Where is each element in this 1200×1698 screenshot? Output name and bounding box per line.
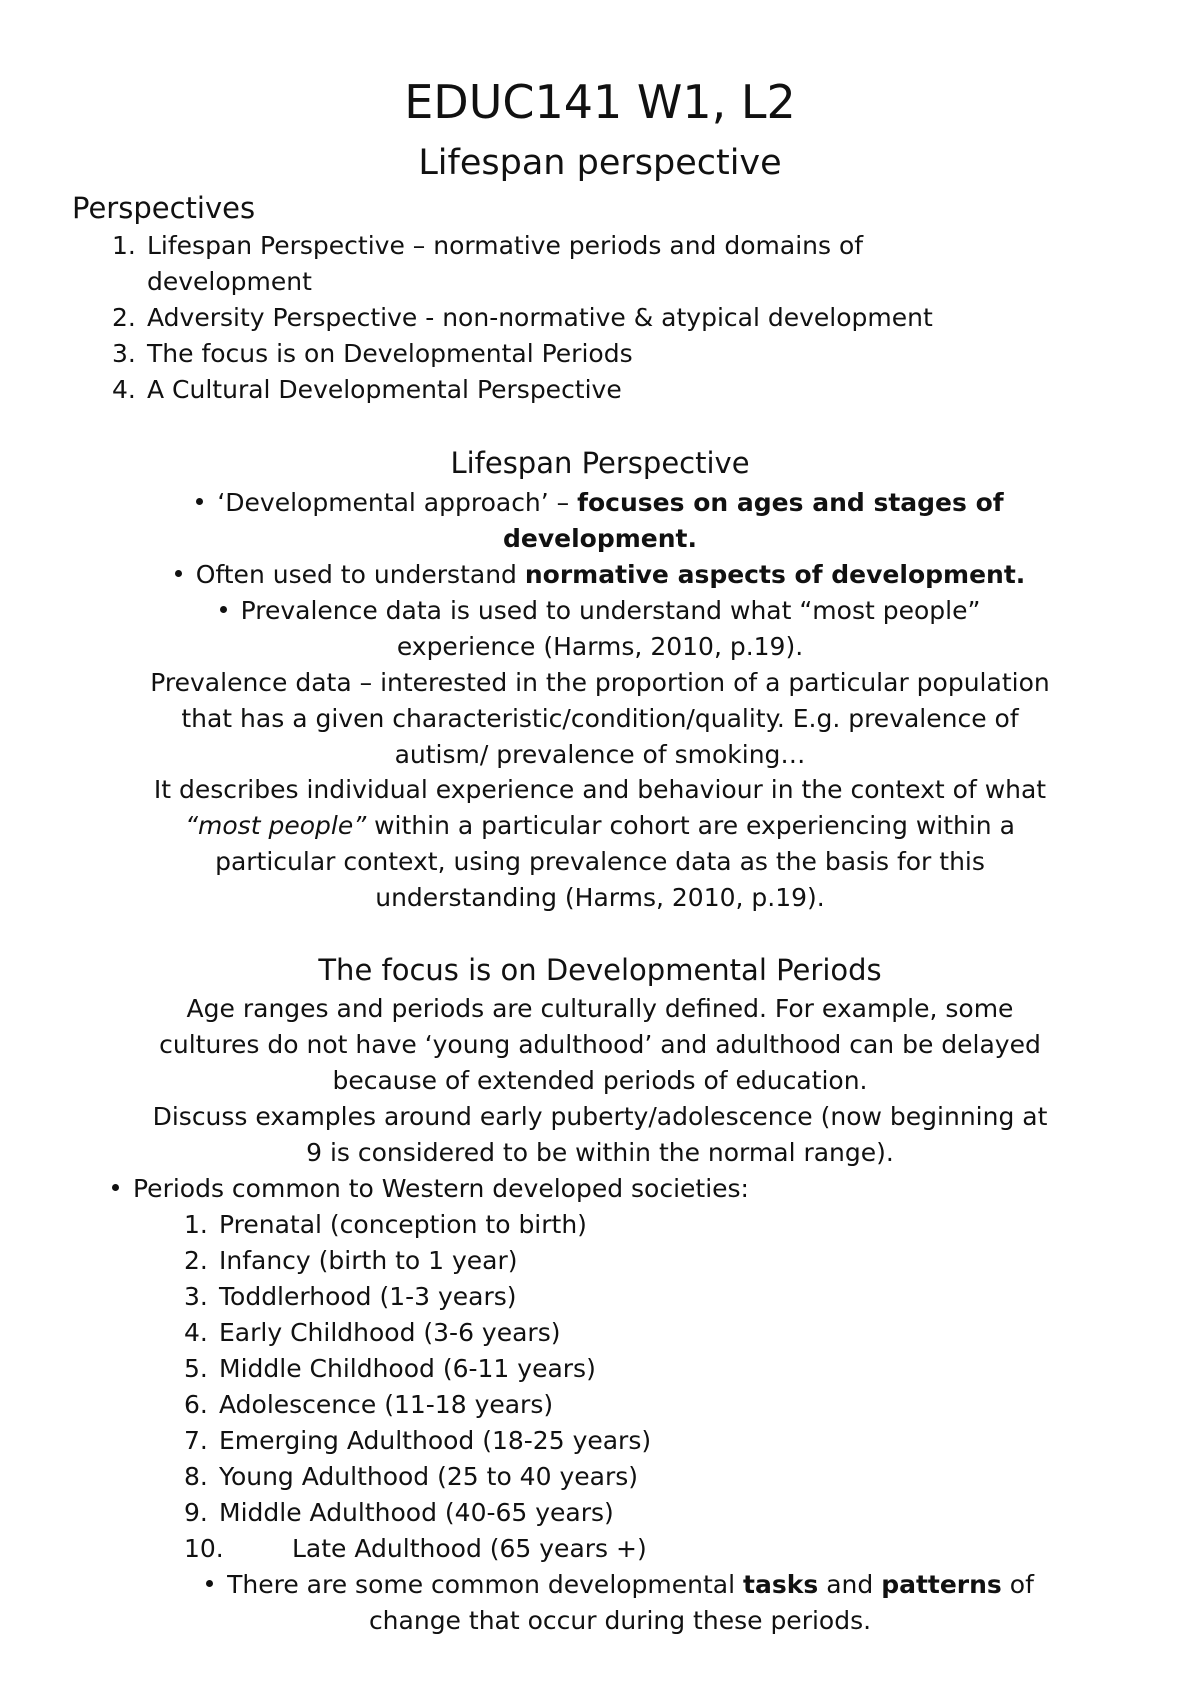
list-item: 3. Toddlerhood (1-3 years) [184,1282,517,1311]
bullet-icon [175,570,182,577]
perspectives-heading: Perspectives [72,191,256,225]
list-item: 4. Early Childhood (3-6 years) [184,1318,561,1347]
list-item-text: A Cultural Developmental Perspective [147,375,622,404]
lifespan-bullet-1: ‘Developmental approach’ – focuses on ages and stages of development. [100,485,1100,557]
lifespan-bullet-3: Prevalence data is used to understand what “most people” experience (Harms, 2010, p.19). [100,593,1100,665]
list-item [112,228,1112,300]
list-item: 9. Middle Adulthood (40-65 years) [184,1498,614,1527]
list-item: 10. Late Adulthood (65 years +) [184,1534,647,1563]
list-item-text: The focus is on Developmental Periods [147,339,633,368]
list-item-text: Adversity Perspective - non-normative & atypical development [147,303,933,332]
bullet-icon [206,1580,213,1587]
bullet-icon [112,1184,119,1191]
age-ranges-paragraph: Age ranges and periods are culturally defined. For example, some cultures do not have ‘young adulthood’ and adulthood can be delayed because of extended periods of education. [159,994,1041,1095]
list-item: 6. Adolescence (11-18 years) [184,1390,554,1419]
list-item: 7. Emerging Adulthood (18-25 years) [184,1426,652,1455]
periods-heading: The focus is on Developmental Periods [318,953,882,987]
list-item: 2. Infancy (birth to 1 year) [184,1246,518,1275]
tasks-patterns-bullet: There are some common developmental tasks and patterns of change that occur during these periods. [140,1567,1100,1639]
periods-bullet: Periods common to Western developed societies: [112,1171,749,1207]
describes-paragraph: It describes individual experience and behaviour in the context of what “most people” within a particular cohort are experiencing within a particular context, using prevalence data as the basis for this understanding (Harms, 2010, p.19). [153,775,1047,912]
list-number: 4. [112,375,136,404]
lifespan-bullet-2: Often used to understand normative aspects of development. [100,557,1100,593]
list-item [112,336,1112,372]
document-subtitle: Lifespan perspective [418,143,782,183]
list-number: 2. [112,303,136,332]
puberty-paragraph: Discuss examples around early puberty/adolescence (now beginning at 9 is considered to be within the normal range). [152,1102,1048,1167]
list-item-text: development [147,267,312,296]
list-item-text: Lifespan Perspective – normative periods and domains of [147,231,864,260]
bullet-icon [220,606,227,613]
bullet-icon [196,498,203,505]
document-title: EDUC141 W1, L2 [404,75,796,129]
lifespan-heading: Lifespan Perspective [450,446,750,480]
prevalence-paragraph: Prevalence data – interested in the proportion of a particular population that has a given characteristic/condition/quality. E.g. prevalence of autism/ prevalence of smoking… [150,668,1050,769]
list-item: 5. Middle Childhood (6-11 years) [184,1354,596,1383]
list-item: 8. Young Adulthood (25 to 40 years) [184,1462,638,1491]
list-item [112,300,1112,336]
list-number: 1. [112,231,136,260]
periods-list [184,1207,884,1567]
perspectives-list [112,228,1112,408]
list-item: 1. Prenatal (conception to birth) [184,1210,587,1239]
list-item [112,372,1112,408]
list-number: 3. [112,339,136,368]
